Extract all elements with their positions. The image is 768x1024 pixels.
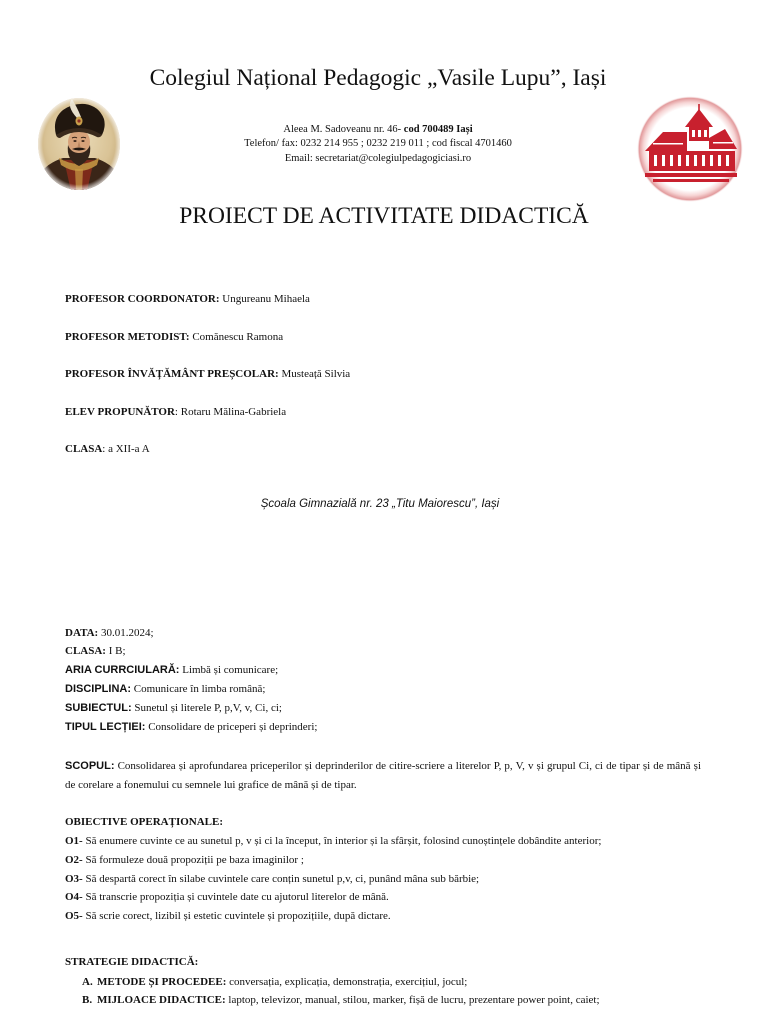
lesson-value: Consolidare de priceperi și deprinderi;: [145, 721, 318, 733]
staff-value: Comănescu Ramona: [189, 330, 284, 343]
objective-item: [65, 851, 304, 870]
staff-line-class: [65, 440, 150, 459]
lesson-value: 30.01.2024;: [98, 626, 154, 639]
objective-code: O5-: [65, 909, 83, 922]
document-title: PROIECT DE ACTIVITATE DIDACTICĂ: [179, 203, 589, 229]
objective-item: [65, 888, 389, 907]
lesson-label: SUBIECTUL:: [65, 702, 132, 714]
lesson-label: DATA:: [65, 626, 99, 639]
address-line: [0, 123, 756, 137]
address-postal-code: cod 700489 Iași: [403, 124, 473, 135]
strategy-item-methods: [82, 973, 467, 992]
lesson-value: Comunicare în limba română;: [131, 683, 266, 695]
objective-code: O1-: [65, 834, 83, 847]
objective-text: Să transcrie propoziția și cuvintele date cu ajutorul literelor de mână.: [82, 890, 389, 903]
institution-name: Colegiul Național Pedagogic „Vasile Lupu”, Iași: [149, 65, 607, 91]
strategy-marker: A.: [82, 975, 93, 988]
lesson-discipline: [65, 680, 265, 699]
lesson-label: ARIA CURRCIULARĂ:: [65, 664, 180, 676]
strategy-label: METODE ȘI PROCEDEE:: [97, 975, 227, 988]
scope-line-2: de corelare a fonemului cu semnele lui grafice de mână și de tipar.: [65, 778, 357, 791]
staff-value: : Rotaru Mălina-Gabriela: [174, 405, 287, 418]
lesson-label: DISCIPLINA:: [65, 683, 131, 695]
objective-text: Să despartă corect în silabe cuvintele care conțin sunetul p,v, ci, punând mâna sub bărbie;: [82, 872, 480, 885]
strategy-label: MIJLOACE DIDACTICE:: [97, 993, 226, 1006]
objective-text: Să enumere cuvinte ce au sunetul p, v și ci la început, în interior și la sfârșit, folosind cunoștințele dobândite anterior;: [82, 834, 602, 847]
lesson-class: [65, 642, 126, 661]
lesson-curricular-area: [65, 661, 278, 680]
phone-fax-line: Telefon/ fax: 0232 214 955 ; 0232 219 011 ; cod fiscal 4701460: [244, 138, 512, 149]
school-name: Școala Gimnazială nr. 23 „Titu Maiorescu”, Iași: [260, 497, 500, 510]
lesson-type: [65, 718, 317, 737]
staff-label: CLASA: [65, 442, 103, 455]
objective-text: Să formuleze două propoziții pe baza imaginilor ;: [82, 853, 304, 866]
objective-text: Să scrie corect, lizibil și estetic cuvintele și propozițiile, după dictare.: [82, 909, 391, 922]
scope-label: SCOPUL:: [65, 759, 115, 772]
lesson-value: I B;: [105, 645, 126, 657]
staff-value: Musteață Silvia: [278, 367, 351, 380]
lesson-label: TIPUL LECȚIEI:: [65, 721, 146, 733]
strategy-item-materials: [82, 991, 600, 1010]
lesson-value: Limbă și comunicare;: [179, 664, 279, 676]
strategy-value: conversația, explicația, demonstrația, exercițiul, jocul;: [226, 975, 468, 988]
staff-label: ELEV PROPUNĂTOR: [65, 405, 175, 418]
objective-item: [65, 832, 601, 851]
email-line: Email: secretariat@colegiulpedagogiciasi.ro: [284, 153, 472, 164]
lesson-subject: [65, 699, 282, 718]
lesson-date: [65, 624, 154, 643]
staff-line-preschool-teacher: [65, 365, 350, 384]
strategy-heading: STRATEGIE DIDACTICĂ:: [65, 955, 199, 968]
objective-code: O2-: [65, 853, 83, 866]
staff-label: PROFESOR METODIST:: [65, 330, 190, 343]
scope-line-1: [65, 757, 701, 776]
objective-code: O4-: [65, 890, 83, 903]
lesson-label: CLASA:: [65, 645, 106, 657]
lesson-value: Sunetul și literele P, p,V, v, Ci, ci;: [131, 702, 282, 714]
staff-label: PROFESOR COORDONATOR:: [65, 292, 220, 305]
staff-label: PROFESOR ÎNVĂȚĂMÂNT PREȘCOLAR:: [65, 367, 279, 380]
strategy-marker: B.: [82, 993, 93, 1006]
scope-text: Consolidarea și aprofundarea priceperilor și deprinderilor de citire-scriere a literelor P, p, V, v și grupul Ci, ci de tipar și de mână și: [114, 759, 701, 772]
staff-value: Ungureanu Mihaela: [219, 292, 310, 305]
staff-value: : a XII-a A: [102, 442, 150, 455]
objective-code: O3-: [65, 872, 83, 885]
objective-item: [65, 907, 391, 926]
staff-line-methodist: [65, 328, 283, 347]
staff-line-student-proposer: [65, 403, 286, 422]
objective-item: [65, 870, 479, 889]
address-street: Aleea M. Sadoveanu nr. 46-: [283, 124, 404, 135]
strategy-value: laptop, televizor, manual, stilou, marker, fișă de lucru, prezentare power point, caiet;: [225, 993, 600, 1006]
staff-line-coordinator: [65, 290, 310, 309]
objectives-heading: OBIECTIVE OPERAȚIONALE:: [65, 815, 224, 828]
